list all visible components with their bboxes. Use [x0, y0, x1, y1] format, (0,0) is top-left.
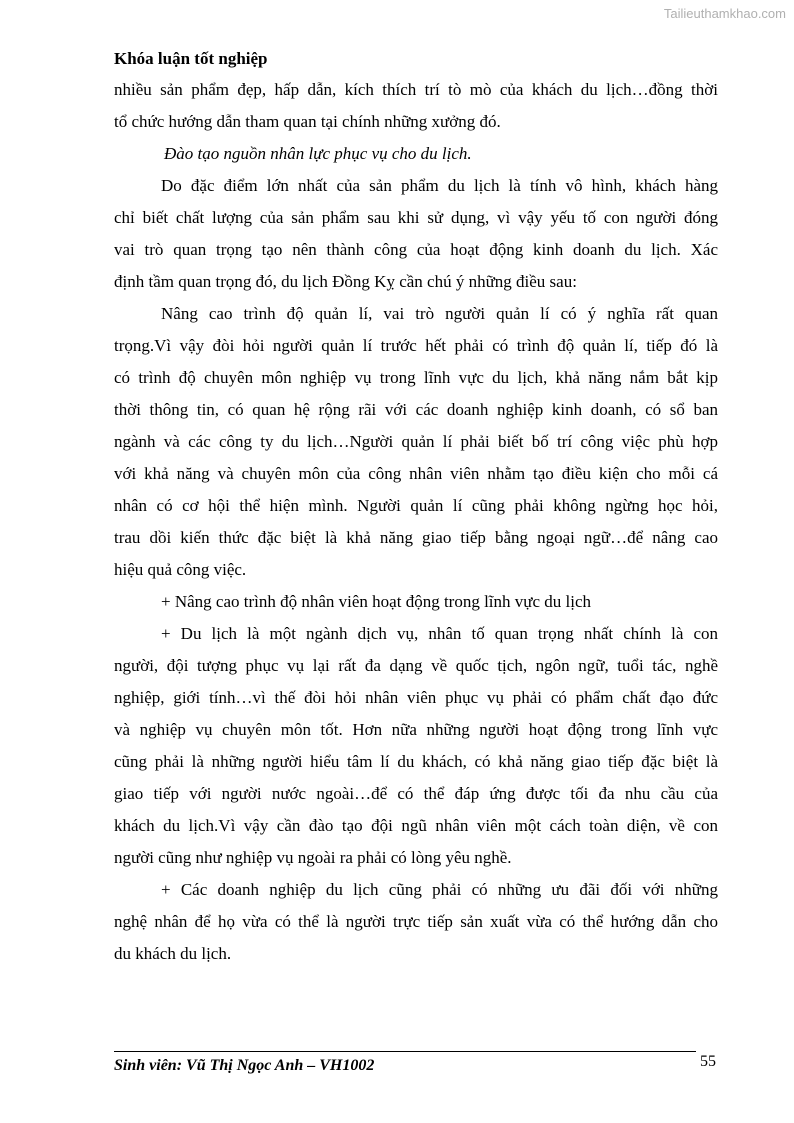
text-line: và nghiệp vụ chuyên môn tốt. Hơn nữa những người hoạt động trong lĩnh vực [114, 720, 718, 739]
text-line: Do đặc điểm lớn nhất của sản phẩm du lịch là tính vô hình, khách hàng [161, 176, 718, 195]
text-line: cũng phải là những người hiểu tâm lí du khách, có khả năng giao tiếp đặc biệt là [114, 752, 718, 771]
section-heading: Đào tạo nguồn nhân lực phục vụ cho du lịch. [164, 144, 472, 163]
text-line: nhiều sản phẩm đẹp, hấp dẫn, kích thích trí tò mò của khách du lịch…đồng thời [114, 80, 718, 99]
footer-student: Sinh viên: Vũ Thị Ngọc Anh – VH1002 [114, 1057, 375, 1074]
text-line: hiệu quả công việc. [114, 560, 247, 579]
text-line: có trình độ chuyên môn nghiệp vụ trong lĩnh vực du lịch, khả năng nắm bắt kịp [114, 368, 718, 387]
text-line: tổ chức hướng dẫn tham quan tại chính những xưởng đó. [114, 112, 501, 131]
text-line: giao tiếp với người nước ngoài…để có thể đáp ứng được tối đa nhu cầu của [114, 784, 718, 803]
text-line: trọng.Vì vậy đòi hỏi người quản lí trước hết phải có trình độ quản lí, tiếp đó là [114, 336, 718, 355]
text-line: định tầm quan trọng đó, du lịch Đồng Kỵ cần chú ý những điều sau: [114, 272, 577, 291]
text-line: ngành và các công ty du lịch…Người quản lí phải biết bố trí công việc phù hợp [114, 432, 718, 451]
text-line: nghệ nhân để họ vừa có thể là người trực tiếp sản xuất vừa có thể hướng dẫn cho [114, 912, 718, 931]
text-line: Nâng cao trình độ quản lí, vai trò người quản lí có ý nghĩa rất quan [161, 304, 718, 323]
footer-divider [114, 1051, 696, 1052]
text-line: du khách du lịch. [114, 944, 232, 963]
text-line: thời thông tin, có quan hệ rộng rãi với các doanh nghiệp kinh doanh, có sổ ban [114, 400, 718, 419]
watermark: Tailieuthamkhao.com [663, 6, 786, 21]
text-line: + Nâng cao trình độ nhân viên hoạt động trong lĩnh vực du lịch [161, 592, 592, 611]
text-line: chỉ biết chất lượng của sản phẩm sau khi sử dụng, vì vậy yếu tố con người đóng [114, 208, 718, 227]
text-line: + Các doanh nghiệp du lịch cũng phải có những ưu đãi đối với những [161, 880, 718, 899]
text-line: nghiệp, giới tính…vì thế đòi hỏi nhân viên phục vụ phải có phẩm chất đạo đức [114, 688, 718, 707]
document-body [114, 74, 718, 970]
page-header: Khóa luận tốt nghiệp [114, 49, 268, 68]
text-line: người, đội tượng phục vụ lại rất đa dạng về quốc tịch, ngôn ngữ, tuổi tác, nghề [114, 656, 718, 675]
text-line: + Du lịch là một ngành dịch vụ, nhân tố quan trọng nhất chính là con [161, 624, 718, 643]
text-line: với khả năng và chuyên môn của công nhân viên nhằm tạo điều kiện cho mỗi cá [114, 464, 718, 483]
text-line: trau dồi kiến thức đặc biệt là khả năng giao tiếp bằng ngoại ngữ…để nâng cao [114, 528, 718, 547]
page-number: 55 [700, 1053, 716, 1070]
text-line: khách du lịch.Vì vậy cần đào tạo đội ngũ nhân viên một cách toàn diện, về con [114, 816, 718, 835]
text-line: nhân có cơ hội thể hiện mình. Người quản lí cũng phải không ngừng học hỏi, [114, 496, 718, 515]
text-line: vai trò quan trọng tạo nên thành công của hoạt động kinh doanh du lịch. Xác [114, 240, 718, 259]
text-line: người cũng như nghiệp vụ ngoài ra phải có lòng yêu nghề. [114, 848, 512, 867]
